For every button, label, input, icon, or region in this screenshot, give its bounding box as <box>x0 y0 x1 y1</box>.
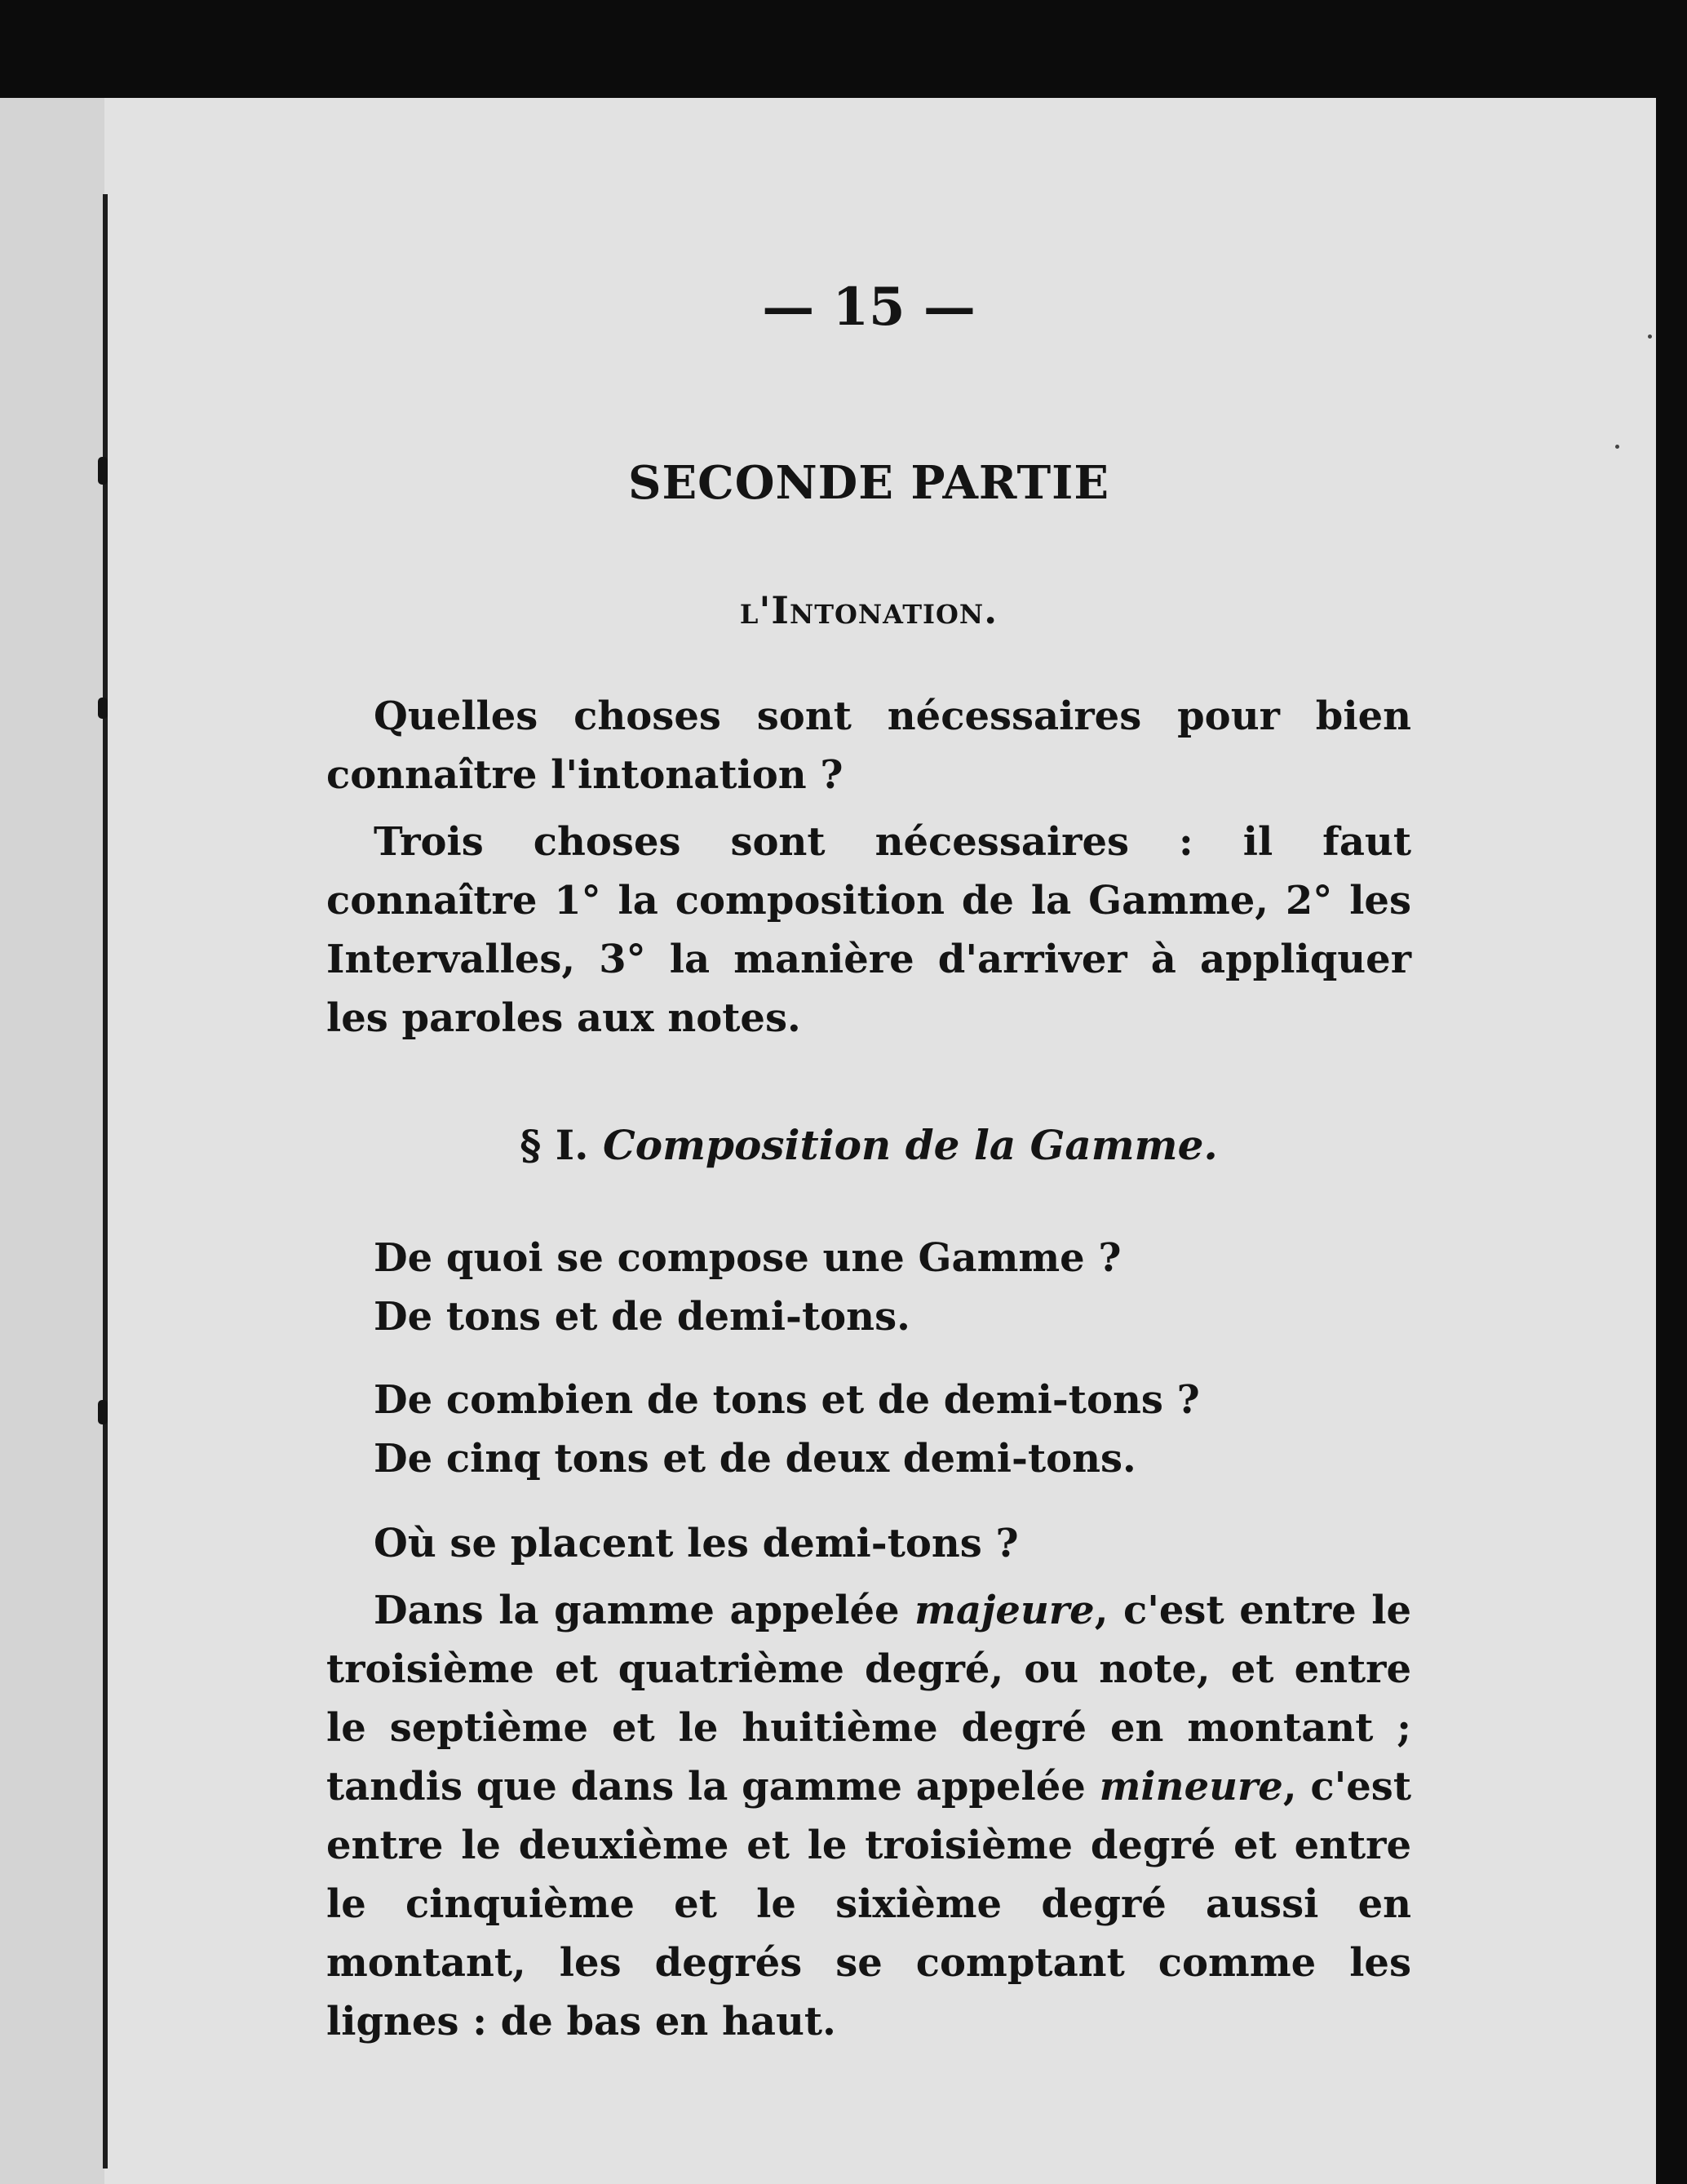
paper-speck <box>1615 445 1619 449</box>
answer-3-part-3: , c'est entre le deuxième et le troisième degré et entre le cinquième et le sixième degré aussi en montant, les degrés se comptant comme les lignes : de bas en haut. <box>326 1764 1412 2044</box>
answer-3-part-2: , c'est entre le troisième et quatrième degré, ou note, et entre le septième et le huitième degré en montant ; tandis que dans la gamme appelée <box>326 1588 1411 1810</box>
answer-3-part-1: Dans la gamme appelée <box>374 1588 915 1633</box>
answer-3 <box>326 1581 1411 2051</box>
intro-question: Quelles choses sont nécessaires pour bien connaître l'intonation ? <box>326 693 1411 798</box>
section-heading <box>326 1116 1411 1175</box>
paper-sheet <box>0 98 1656 2184</box>
binding-mark <box>98 457 108 485</box>
chapter-subtitle: l'Intonation. <box>739 588 998 632</box>
answer-1: De tons et de demi-tons. <box>374 1294 910 1340</box>
page-spine-edge <box>103 194 108 2168</box>
part-title: SECONDE PARTIE <box>628 456 1109 510</box>
paper-speck <box>1648 334 1652 339</box>
term-majeure: majeure <box>914 1588 1095 1633</box>
section-marker: § I. <box>520 1121 589 1169</box>
answer-2: De cinq tons et de deux demi-tons. <box>374 1436 1136 1482</box>
intro-answer: Trois choses sont nécessaires : il faut connaître 1° la composition de la Gamme, 2° les Intervalles, 3° la manière d'arriver à appliquer les paroles aux notes. <box>326 819 1411 1041</box>
question-1: De quoi se compose une Gamme ? <box>374 1235 1122 1281</box>
question-2: De combien de tons et de demi-tons ? <box>374 1377 1200 1423</box>
question-3: Où se placent les demi-tons ? <box>374 1521 1019 1566</box>
page-number: — 15 — <box>762 277 976 338</box>
page-margin-shadow <box>0 98 104 2184</box>
term-mineure: mineure <box>1099 1764 1283 1810</box>
binding-mark <box>98 698 108 719</box>
section-title: Composition de la Gamme. <box>602 1121 1218 1169</box>
binding-mark <box>98 1400 108 1424</box>
